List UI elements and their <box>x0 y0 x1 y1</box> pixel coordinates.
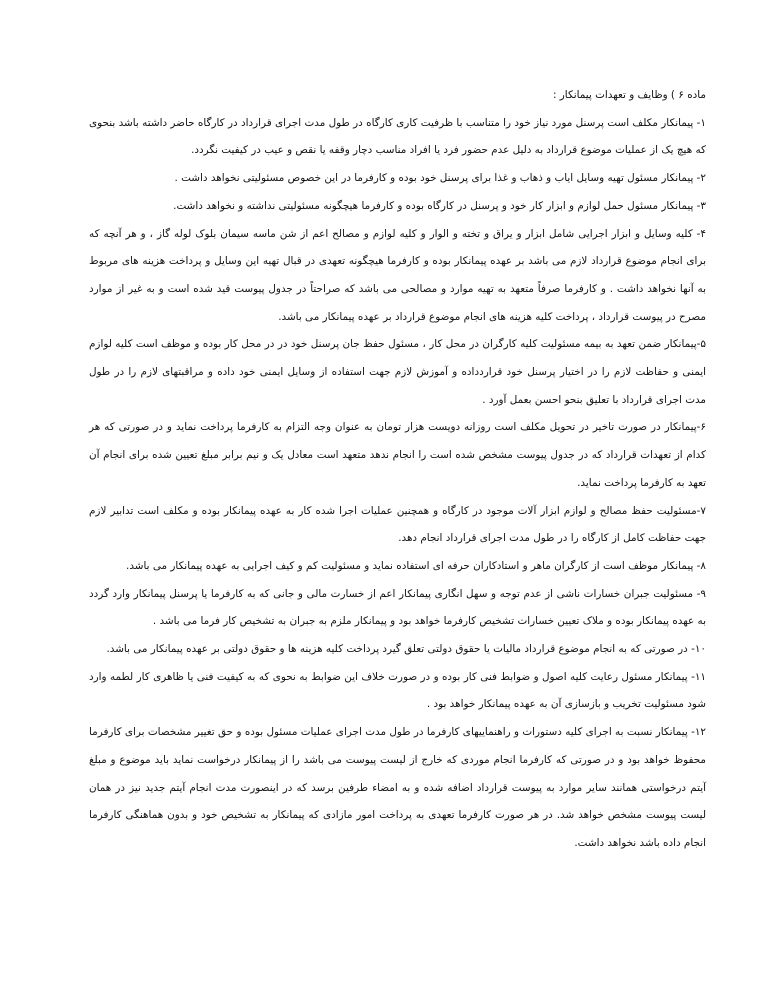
clause-9: ۹- مسئولیت جبران خسارات ناشی از عدم توجه و سهل انگاری پیمانکار اعم از خسارت مالی و جانی که به کارفرما یا پرسنل پیمانکار وارد گردد به عهده پیمانکار بوده و ملاک تعیین خسارات تشخیص کارفرما خواهد بود و پیمانکار ملزم به جبران به تشخیص کار فرما می باشد . <box>89 587 706 628</box>
article-heading: ماده ۶ ) وظایف و تعهدات پیمانکار : <box>552 89 706 101</box>
clause-3: ۳- پیمانکار مسئول حمل لوازم و ابزار کار خود و پرسنل در کارگاه بوده و کارفرما هیچگونه مسئولیتی نداشته و نخواهد داشت. <box>173 199 706 212</box>
clause-7: ۷-مسئولیت حفظ مصالح و لوازم ابزار آلات موجود در کارگاه و همچنین عملیات اجرا شده کار به عهده پیمانکار بوده و مکلف است تدابیر لازم جهت حفاظت کامل از کارگاه را در طول مدت اجرای قرارداد انجام دهد. <box>89 504 706 545</box>
clause-6: ۶-پیمانکار در صورت تاخیر در تحویل مکلف است روزانه دویست هزار تومان به عنوان وجه التزام به کارفرما پرداخت نماید و در صورتی که هر کدام از تعهدات قرارداد که در جدول پیوست مشخص شده است را انجام ندهد متعهد است معادل یک و نیم برابر مبلغ تعیین شده برای انجام آن تعهد به کارفرما پرداخت نماید. <box>89 421 706 489</box>
clause-1: ۱- پیمانکار مکلف است پرسنل مورد نیاز خود را متناسب با ظرفیت کاری کارگاه در طول مدت اجرای قرارداد در کارگاه حاضر داشته باشد بنحوی که هیچ یک از عملیات موضوع قرارداد به دلیل عدم حضور فرد یا افراد مناسب دچار وقفه یا نقص و عیب در کیفیت نگردد. <box>89 116 706 157</box>
clause-12: ۱۲- پیمانکار نسبت به اجرای کلیه دستورات و راهنماییهای کارفرما در طول مدت اجرای عملیات مسئول بوده و حق تغییر مشخصات برای کارفرما محفوظ خواهد بود و در صورتی که کارفرما انجام موردی که خارج از لیست پیوست می باشد را از پیمانکار درخواست نماید باید موضوع و مبلغ آیتم درخواستی همانند سایر موارد به پیوست قرارداد اضافه شده و به امضاء طرفین برسد که در اینصورت مدت انجام آیتم جدید نیز در همان لیست پیوست مشخص خواهد شد. در هر صورت کارفرما تعهدی به پرداخت امور مازادی که پیمانکار به تشخیص خود و بدون هماهنگی کارفرما انجام داده باشد نخواهد داشت. <box>89 726 706 849</box>
clause-8: ۸- پیمانکار موظف است از کارگران ماهر و استادکاران حرفه ای استفاده نماید و مسئولیت کم و کیف اجرایی به عهده پیمانکار می باشد. <box>126 559 706 572</box>
clause-2: ۲- پیمانکار مسئول تهیه وسایل ایاب و ذهاب و غذا برای پرسنل خود بوده و کارفرما در این خصوص مسئولیتی نخواهد داشت . <box>174 172 706 185</box>
clause-4: ۴- کلیه وسایل و ابزار اجرایی شامل ابزار و یراق و تخته و الوار و کلیه لوازم و مصالح اعم از شن ماسه سیمان بلوک لوله گاز ، و هر آنچه که برای انجام موضوع قرارداد لازم می باشد بر عهده پیمانکار بوده و کارفرما هیچگونه تعهدی در قبال تهیه این وسایل و پرداخت هزینه های مربوط به آنها نخواهد داشت . و کارفرما صرفاً متعهد به تهیه موارد و مصالحی می باشد که صراحتاً در جدول پیوست قید شده است و به غیر از موارد مصرح در پیوست قرارداد ، پرداخت کلیه هزینه های انجام موضوع قرارداد بر عهده پیمانکار می باشد. <box>89 227 706 323</box>
contract-page <box>89 82 706 858</box>
clause-10: ۱۰- در صورتی که به انجام موضوع قرارداد مالیات یا حقوق دولتی تعلق گیرد پرداخت کلیه هزینه ها و حقوق دولتی بر عهده پیمانکار می باشد. <box>106 643 706 656</box>
clause-11: ۱۱- پیمانکار مسئول رعایت کلیه اصول و ضوابط فنی کار بوده و در صورت خلاف این ضوابط به نحوی که به کیفیت فنی یا ظاهری کار لطمه وارد شود مسئولیت تخریب و بازسازی آن به عهده پیمانکار خواهد بود . <box>89 670 706 711</box>
clause-5: ۵-پیمانکار ضمن تعهد به بیمه مسئولیت کلیه کارگران در محل کار ، مسئول حفظ جان پرسنل خود در در محل کار بوده و موظف است کلیه لوازم ایمنی و حفاظت لازم را در اختیار پرسنل خود قراردداده و آموزش لازم جهت استفاده از وسایل ایمنی خود داده و مراقبتهای لازم را در طول مدت اجرای قرارداد با تعلیق بنحو احسن بعمل آورد . <box>89 338 706 406</box>
